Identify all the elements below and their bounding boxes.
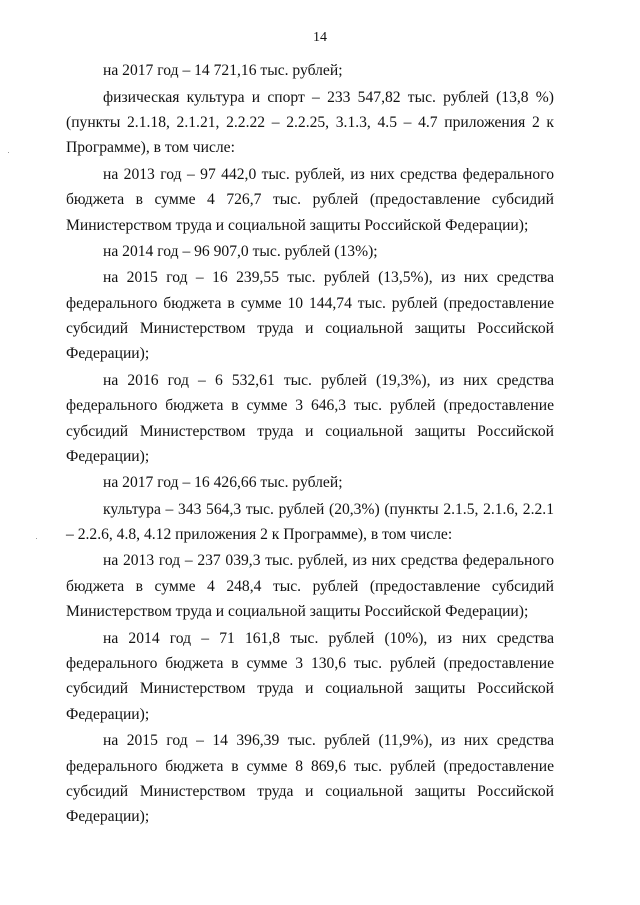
paragraph: на 2016 год – 6 532,61 тыс. рублей (19,3%), из них средства федерального бюджета в сумме 3 646,3 тыс. рублей (предоставление субсидий Министерством труда и социальной защиты Российской Федерации);	[66, 371, 554, 465]
scan-speck	[36, 538, 37, 539]
scan-speck	[8, 152, 9, 153]
page-number: 14	[313, 30, 327, 45]
paragraph: на 2014 год – 96 907,0 тыс. рублей (13%);	[103, 242, 378, 260]
paragraph: на 2014 год – 71 161,8 тыс. рублей (10%), из них средства федерального бюджета в сумме 3 130,6 тыс. рублей (предоставление субсидий Министерством труда и социальной защиты Российской Федерации);	[66, 629, 554, 723]
paragraph: на 2013 год – 237 039,3 тыс. рублей, из них средства федерального бюджета в сумме 4 248,4 тыс. рублей (предоставление субсидий Министерством труда и социальной защиты Российской Федерации);	[66, 552, 554, 621]
paragraph: физическая культура и спорт – 233 547,82 тыс. рублей (13,8 %) (пункты 2.1.18, 2.1.21, 2.2.22 – 2.2.25, 3.1.3, 4.5 – 4.7 приложения 2 к Программе), в том числе:	[66, 88, 554, 157]
paragraph: на 2017 год – 16 426,66 тыс. рублей;	[103, 474, 343, 492]
paragraph: культура – 343 564,3 тыс. рублей (20,3%) (пункты 2.1.5, 2.1.6, 2.2.1 – 2.2.6, 4.8, 4.12 приложения 2 к Программе), в том числе:	[66, 500, 554, 544]
paragraph: на 2013 год – 97 442,0 тыс. рублей, из них средства федерального бюджета в сумме 4 726,7 тыс. рублей (предоставление субсидий Министерством труда и социальной защиты Российской Федерации);	[66, 165, 554, 234]
paragraph: на 2015 год – 14 396,39 тыс. рублей (11,9%), из них средства федерального бюджета в сумме 8 869,6 тыс. рублей (предоставление субсидий Министерством труда и социальной защиты Российской Федерации);	[66, 732, 554, 826]
paragraph: на 2015 год – 16 239,55 тыс. рублей (13,5%), из них средства федерального бюджета в сумме 10 144,74 тыс. рублей (предоставление субсидий Министерством труда и социальной защиты Российской Федерации);	[66, 269, 554, 363]
document-body	[66, 58, 554, 831]
paragraph: на 2017 год – 14 721,16 тыс. рублей;	[103, 62, 343, 79]
